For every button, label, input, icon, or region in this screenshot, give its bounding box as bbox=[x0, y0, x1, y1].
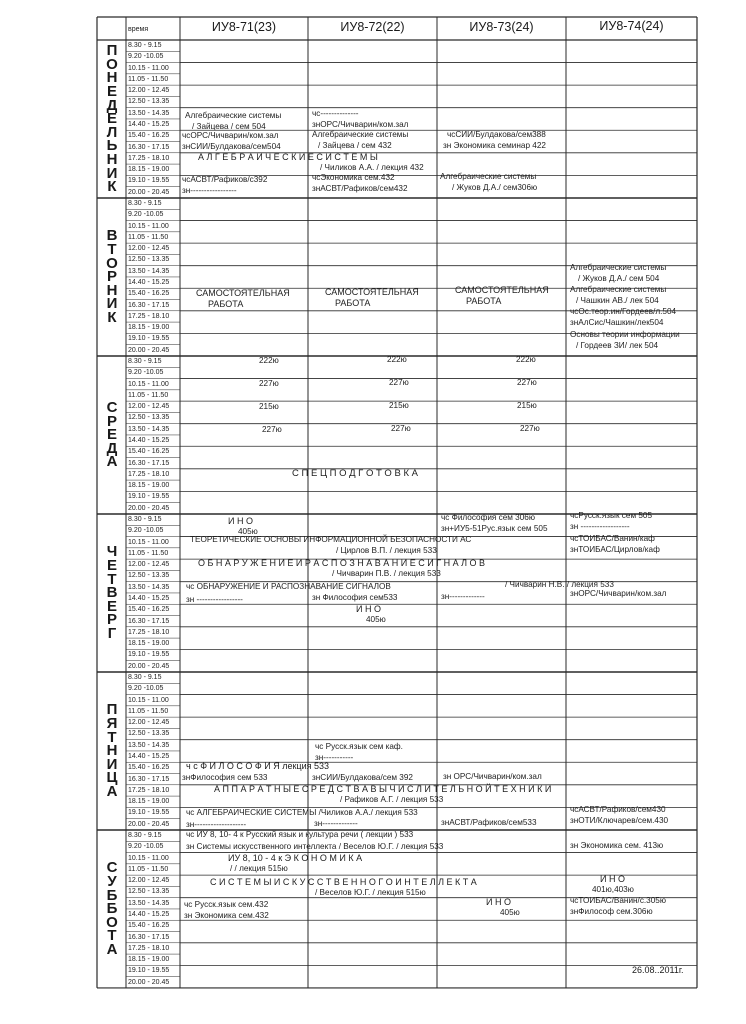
tue-74-algebra-lec-2: / Чашкин АВ./ лек 504 bbox=[576, 296, 659, 305]
time-slot-label: 14.40 - 15.25 bbox=[128, 752, 170, 760]
sat-ai-lecture-alt: зн Системы искусственного интеллекта / Веселов Ю.Г. / лекция 533 bbox=[186, 842, 444, 851]
day-letter: Г bbox=[107, 624, 117, 642]
day-letter: Р bbox=[106, 412, 117, 430]
wed-73-room-3: 215ю bbox=[517, 401, 537, 410]
mon-71-ors: чсОРС/Чичварин/ком.зал bbox=[182, 131, 279, 140]
day-letter: Н bbox=[106, 281, 118, 299]
time-slot-label: 12.50 - 13.35 bbox=[128, 98, 170, 106]
day-letter: Л bbox=[106, 123, 118, 141]
mon-73-sii: чсСИИ/Булдакова/сем388 bbox=[447, 130, 546, 139]
time-slot-label: 12.50 - 13.35 bbox=[128, 572, 170, 580]
mon-73-econ: зн Экономика семинар 422 bbox=[443, 141, 546, 150]
time-slot-label: 18.15 - 19.00 bbox=[128, 798, 170, 806]
day-letter: Н bbox=[106, 150, 118, 168]
tue-71-self-study-2: РАБОТА bbox=[208, 299, 244, 309]
time-slot-label: 18.15 - 19.00 bbox=[128, 324, 170, 332]
time-slot-label: 17.25 - 18.10 bbox=[128, 944, 170, 952]
wed-71-room-1: 222ю bbox=[259, 356, 279, 365]
time-slot-label: 17.25 - 18.10 bbox=[128, 154, 170, 162]
mon-72-econ: чсЭкономика сем.432 bbox=[312, 173, 395, 182]
tue-74-ot-info: чсОс.теор.ин/Гордеев/л.504 bbox=[570, 307, 677, 316]
day-letter: Б bbox=[106, 900, 118, 918]
day-letter: О bbox=[106, 254, 118, 272]
day-letter: Т bbox=[107, 570, 117, 588]
day-letter: Т bbox=[107, 240, 117, 258]
time-slot-label: 11.05 - 11.50 bbox=[128, 549, 169, 557]
time-slot-label: 16.30 - 17.15 bbox=[128, 617, 170, 625]
day-letter: П bbox=[106, 42, 118, 60]
day-letter: Т bbox=[107, 728, 117, 746]
mon-72-alt-2: знОРС/Чичварин/ком.зал bbox=[312, 120, 409, 129]
group-header-2: ИУ8-72(22) bbox=[340, 20, 405, 34]
time-slot-label: 14.40 - 15.25 bbox=[128, 910, 170, 918]
day-letter: Ч bbox=[106, 543, 118, 561]
time-slot-label: 16.30 - 17.15 bbox=[128, 301, 170, 309]
time-slot-label: 20.00 - 20.45 bbox=[128, 188, 170, 196]
tue-74-algebra-lec-1: Алгебраические системы bbox=[570, 285, 667, 294]
sat-74-toibas: чсТОИБАС/Ванин/с.305ю bbox=[570, 896, 666, 905]
wed-72-room-3: 215ю bbox=[389, 401, 409, 410]
time-slot-label: 12.00 - 12.45 bbox=[128, 403, 170, 411]
time-slot-label: 20.00 - 20.45 bbox=[128, 662, 170, 670]
time-slot-label: 8.30 - 9.15 bbox=[128, 42, 162, 49]
day-letter: Е bbox=[106, 110, 117, 128]
thu-73-russian: зн+ИУ5-51Рус.язык сем 505 bbox=[441, 524, 548, 533]
tue-73-self-study-1: САМОСТОЯТЕЛЬНАЯ bbox=[455, 285, 549, 295]
day-letter: И bbox=[106, 755, 118, 773]
time-slot-label: 16.30 - 17.15 bbox=[128, 143, 170, 151]
day-label-1 bbox=[102, 44, 122, 194]
fri-73-asvt: знАСВТ/Рафиков/сем533 bbox=[441, 818, 537, 827]
sat-russian-lecture: чс ИУ 8, 10- 4 к Русский язык и культура речи ( лекции ) 533 bbox=[186, 830, 414, 839]
wed-72-room-4: 227ю bbox=[391, 424, 411, 433]
time-slot-label: 15.40 - 16.25 bbox=[128, 764, 170, 772]
day-letter: Д bbox=[106, 439, 118, 457]
day-letter: К bbox=[107, 178, 117, 196]
time-column-header: время bbox=[128, 26, 149, 33]
thu-71-empty: зн ----------------- bbox=[186, 595, 243, 604]
tue-74-info-theory-2: / Гордеев ЗИ/ лек 504 bbox=[576, 341, 659, 350]
thu-74-ors: знОРС/Чичварин/ком.зал bbox=[570, 589, 667, 598]
time-slot-label: 13.50 - 14.35 bbox=[128, 583, 170, 591]
day-letter: И bbox=[106, 164, 118, 182]
time-slot-label: 9.20 -10.05 bbox=[128, 685, 164, 693]
time-slot-label: 12.00 - 12.45 bbox=[128, 877, 170, 885]
tue-72-self-study-2: РАБОТА bbox=[335, 298, 371, 308]
time-slot-label: 13.50 - 14.35 bbox=[128, 109, 170, 117]
time-slot-label: 13.50 - 14.35 bbox=[128, 899, 170, 907]
time-slot-label: 14.40 - 15.25 bbox=[128, 120, 170, 128]
sat-74-ino-2: 401ю,403ю bbox=[592, 885, 634, 894]
fri-apparatus-info: / Рафиков А.Г. / лекция 533 bbox=[340, 795, 444, 804]
day-letter: О bbox=[106, 55, 118, 73]
time-slot-label: 20.00 - 20.45 bbox=[128, 504, 170, 512]
day-letter: Т bbox=[107, 927, 117, 945]
day-letter: В bbox=[106, 227, 118, 245]
tue-72-self-study-1: САМОСТОЯТЕЛЬНАЯ bbox=[325, 287, 419, 297]
time-slot-label: 19.10 - 19.55 bbox=[128, 335, 170, 343]
time-slot-label: 17.25 - 18.10 bbox=[128, 312, 170, 320]
thu-72-philosophy: зн Философия сем533 bbox=[312, 593, 398, 602]
time-slot-label: 17.25 - 18.10 bbox=[128, 786, 170, 794]
mon-73-algebra-1: Алгебраические системы bbox=[440, 172, 537, 181]
wed-71-room-3: 215ю bbox=[259, 402, 279, 411]
time-slot-label: 8.30 - 9.15 bbox=[128, 674, 162, 681]
sat-74-econ: зн Экономика сем. 413ю bbox=[570, 841, 664, 850]
mon-73-algebra-2: / Жуков Д.А./ сем306ю bbox=[452, 183, 538, 192]
tue-74-algebra-1: Алгебраические системы bbox=[570, 263, 667, 272]
fri-philosophy-lecture: ч с Ф И Л О С О Ф И Я лекция 533 bbox=[186, 761, 329, 771]
fri-72-sii: знСИИ/Булдакова/сем 392 bbox=[312, 773, 413, 782]
time-slot-label: 10.15 - 11.00 bbox=[128, 854, 169, 862]
day-letter: Ц bbox=[106, 769, 118, 787]
day-letter: Р bbox=[106, 611, 117, 629]
day-letter: Ь bbox=[106, 137, 118, 155]
wed-71-room-4: 227ю bbox=[262, 425, 282, 434]
thu-71-ino-2: 405ю bbox=[238, 527, 258, 536]
mon-71-sii: знСИИ/Булдакова/сем504 bbox=[182, 142, 281, 151]
time-slot-label: 13.50 - 14.35 bbox=[128, 425, 170, 433]
thu-signals-alt-info: / Чичварин Н.В. / лекция 533 bbox=[505, 580, 614, 589]
thu-74-toibas-2: знТОИБАС/Цирлов/каф bbox=[570, 545, 660, 554]
day-letter: Е bbox=[106, 556, 117, 574]
time-slot-label: 12.00 - 12.45 bbox=[128, 561, 170, 569]
day-letter: П bbox=[106, 701, 118, 719]
time-slot-label: 12.00 - 12.45 bbox=[128, 87, 170, 95]
thu-signals-info: / Чичварин П.В. / лекция 533 bbox=[332, 569, 441, 578]
mon-algebra-lecture-title: А Л Г Е Б Р А И Ч Е С К И Е С И С Т Е М Ы bbox=[198, 152, 378, 162]
fri-71-philosophy: знФилософия сем 533 bbox=[182, 773, 268, 782]
day-letter: Н bbox=[106, 742, 118, 760]
time-slot-label: 12.00 - 12.45 bbox=[128, 245, 170, 253]
time-slot-label: 14.40 - 15.25 bbox=[128, 594, 170, 602]
tue-74-algebra-2: / Жуков Д.А./ сем 504 bbox=[578, 274, 660, 283]
thu-74-empty: зн ------------------ bbox=[570, 522, 630, 531]
day-letter: Р bbox=[106, 268, 117, 286]
time-slot-label: 13.50 - 14.35 bbox=[128, 741, 170, 749]
day-letter: О bbox=[106, 913, 118, 931]
thu-74-russian: чсРусск.язык сем 505 bbox=[570, 511, 653, 520]
wed-72-room-1: 222ю bbox=[387, 355, 407, 364]
time-slot-label: 11.05 - 11.50 bbox=[128, 391, 169, 399]
thu-73-empty: зн------------- bbox=[441, 592, 485, 601]
time-slot-label: 17.25 - 18.10 bbox=[128, 628, 170, 636]
time-slot-label: 8.30 - 9.15 bbox=[128, 832, 162, 839]
day-letter: К bbox=[107, 308, 117, 326]
wed-72-room-2: 227ю bbox=[389, 378, 409, 387]
thu-toib-title: ТЕОРЕТИЧЕСКИЕ ОСНОВЫ ИНФОРМАЦИОННОЙ БЕЗОПАСНОСТИ АС bbox=[190, 535, 472, 544]
fri-72-empty: зн----------- bbox=[315, 753, 354, 762]
day-label-4 bbox=[102, 545, 122, 640]
day-letter: С bbox=[106, 859, 118, 877]
tue-74-info-theory-1: Основы теории информации bbox=[570, 330, 680, 339]
group-header-4: ИУ8-74(24) bbox=[599, 19, 664, 33]
tue-73-self-study-2: РАБОТА bbox=[466, 296, 502, 306]
time-slot-label: 19.10 - 19.55 bbox=[128, 177, 170, 185]
thu-71-ino-1: И Н О bbox=[228, 516, 253, 526]
time-slot-label: 20.00 - 20.45 bbox=[128, 346, 170, 354]
day-letter: А bbox=[106, 453, 118, 471]
day-label-5 bbox=[102, 703, 122, 798]
time-slot-label: 16.30 - 17.15 bbox=[128, 933, 170, 941]
fri-74-asvt: чсАСВТ/Рафиков/сем430 bbox=[570, 805, 666, 814]
time-slot-label: 15.40 - 16.25 bbox=[128, 290, 170, 298]
time-slot-label: 11.05 - 11.50 bbox=[128, 75, 169, 83]
time-slot-label: 8.30 - 9.15 bbox=[128, 200, 162, 207]
thu-toib-info: / Цирлов В.П. / лекция 533 bbox=[336, 546, 437, 555]
thu-74-toibas-1: чсТОИБАС/Ванин/каф bbox=[570, 534, 655, 543]
day-letter: С bbox=[106, 399, 118, 416]
sat-ai-info: / Веселов Ю.Г. / лекция 515ю bbox=[315, 888, 426, 897]
day-letter: Д bbox=[106, 96, 118, 114]
time-slot-label: 10.15 - 11.00 bbox=[128, 538, 169, 546]
fri-71-empty: зн------------------- bbox=[186, 820, 247, 829]
time-slot-label: 17.25 - 18.10 bbox=[128, 470, 170, 478]
time-slot-label: 12.50 - 13.35 bbox=[128, 730, 170, 738]
time-slot-label: 11.05 - 11.50 bbox=[128, 707, 169, 715]
group-header-3: ИУ8-73(24) bbox=[469, 20, 534, 34]
wed-special-training: С П Е Ц П О Д Г О Т О В К А bbox=[292, 468, 418, 479]
mon-71-empty: зн----------------- bbox=[182, 186, 237, 195]
mon-72-algebra-2: / Зайцева / сем 432 bbox=[318, 141, 392, 150]
wed-71-room-2: 227ю bbox=[259, 379, 279, 388]
time-slot-label: 20.00 - 20.45 bbox=[128, 820, 170, 828]
sat-economics-info: / / лекция 515ю bbox=[230, 864, 288, 873]
sat-73-ino-2: 405ю bbox=[500, 908, 520, 917]
time-slot-label: 16.30 - 17.15 bbox=[128, 459, 170, 467]
fri-74-oti: знОТИ/Ключарев/сем.430 bbox=[570, 816, 669, 825]
time-slot-label: 9.20 -10.05 bbox=[128, 527, 164, 535]
time-slot-label: 12.50 - 13.35 bbox=[128, 414, 170, 422]
sat-71-econ: зн Экономика сем.432 bbox=[184, 911, 269, 920]
sat-ai-title: С И С Т Е М Ы И С К У С С Т В Е Н Н О Г О И Н Т Е Л Л Е К Т А bbox=[210, 877, 477, 887]
fri-apparatus-title: А П П А Р А Т Н Ы Е С Р Е Д С Т В А В Ы Ч И С Л И Т Е Л Ь Н О Й Т Е Х Н И К И bbox=[214, 784, 552, 794]
fri-73-ors: зн ОРС/Чичварин/ком.зал bbox=[443, 772, 542, 781]
time-slot-label: 19.10 - 19.55 bbox=[128, 967, 170, 975]
sat-economics-title: ИУ 8, 10 - 4 к Э К О Н О М И К А bbox=[228, 853, 363, 863]
time-slot-label: 19.10 - 19.55 bbox=[128, 809, 170, 817]
time-slot-label: 19.10 - 19.55 bbox=[128, 493, 170, 501]
wed-73-room-1: 222ю bbox=[516, 355, 536, 364]
time-slot-label: 19.10 - 19.55 bbox=[128, 651, 170, 659]
day-letter: Е bbox=[106, 597, 117, 615]
tue-71-self-study-1: САМОСТОЯТЕЛЬНАЯ bbox=[196, 288, 290, 298]
day-letter: Н bbox=[106, 69, 118, 87]
time-slot-label: 14.40 - 15.25 bbox=[128, 436, 170, 444]
time-slot-label: 9.20 -10.05 bbox=[128, 53, 164, 61]
day-label-2 bbox=[102, 229, 122, 324]
time-slot-label: 15.40 - 16.25 bbox=[128, 132, 170, 140]
time-slot-label: 11.05 - 11.50 bbox=[128, 865, 169, 873]
day-label-6 bbox=[102, 861, 122, 956]
day-letter: А bbox=[106, 782, 118, 800]
tue-74-alsis: знАлСис/Чашкин/лек504 bbox=[570, 318, 664, 327]
time-slot-label: 10.15 - 11.00 bbox=[128, 380, 169, 388]
time-slot-label: 8.30 - 9.15 bbox=[128, 516, 162, 523]
time-slot-label: 16.30 - 17.15 bbox=[128, 775, 170, 783]
wed-73-room-4: 227ю bbox=[520, 424, 540, 433]
thu-signals-alt-title: чс ОБНАРУЖЕНИЕ И РАСПОЗНАВАНИЕ СИГНАЛОВ bbox=[186, 582, 391, 591]
day-letter: Б bbox=[106, 886, 118, 904]
sat-71-russian: чс Русск.язык сем.432 bbox=[184, 900, 269, 909]
day-letter: И bbox=[106, 295, 118, 313]
time-slot-label: 9.20 -10.05 bbox=[128, 369, 164, 377]
sat-74-philosophy: знФилософ сем.306ю bbox=[570, 907, 653, 916]
mon-71-algebra-1: Алгебраические системы bbox=[185, 111, 282, 120]
group-header-1: ИУ8-71(23) bbox=[211, 20, 277, 34]
thu-signals-title: О Б Н А Р У Ж Е Н И Е И Р А С П О З Н А В А Н И Е С И Г Н А Л О В bbox=[198, 558, 486, 568]
time-slot-label: 11.05 - 11.50 bbox=[128, 233, 169, 241]
day-letter: В bbox=[106, 584, 118, 602]
time-slot-label: 15.40 - 16.25 bbox=[128, 448, 170, 456]
fri-72-empty: зн------------- bbox=[314, 819, 358, 828]
time-slot-label: 13.50 - 14.35 bbox=[128, 267, 170, 275]
thu-73-philosophy: чс Философия сем 306ю bbox=[441, 513, 535, 522]
mon-72-asvt: знАСВТ/Рафиков/сем432 bbox=[312, 184, 408, 193]
day-letter: Я bbox=[106, 714, 118, 732]
time-slot-label: 10.15 - 11.00 bbox=[128, 696, 169, 704]
mon-71-asvt: чсАСВТ/Рафиков/с392 bbox=[182, 175, 268, 184]
mon-72-algebra-1: Алгебраические системы bbox=[312, 130, 409, 139]
day-letter: У bbox=[107, 872, 117, 890]
time-slot-label: 12.00 - 12.45 bbox=[128, 719, 170, 727]
time-slot-label: 12.50 - 13.35 bbox=[128, 888, 170, 896]
time-slot-label: 18.15 - 19.00 bbox=[128, 640, 170, 648]
time-slot-label: 12.50 - 13.35 bbox=[128, 256, 170, 264]
day-letter: Е bbox=[106, 426, 117, 444]
day-letter: А bbox=[106, 940, 118, 958]
time-slot-label: 18.15 - 19.00 bbox=[128, 956, 170, 964]
mon-72-alt-1: чс-------------- bbox=[312, 109, 359, 118]
thu-72-ino-2: 405ю bbox=[366, 615, 386, 624]
time-slot-label: 8.30 - 9.15 bbox=[128, 358, 162, 365]
time-slot-label: 15.40 - 16.25 bbox=[128, 606, 170, 614]
time-slot-label: 20.00 - 20.45 bbox=[128, 978, 170, 986]
sat-73-ino-1: И Н О bbox=[486, 897, 511, 907]
time-slot-label: 18.15 - 19.00 bbox=[128, 482, 170, 490]
time-slot-label: 9.20 -10.05 bbox=[128, 843, 164, 851]
time-slot-label: 10.15 - 11.00 bbox=[128, 64, 169, 72]
time-slot-label: 18.15 - 19.00 bbox=[128, 166, 170, 174]
thu-72-ino-1: И Н О bbox=[356, 604, 381, 614]
time-slot-label: 15.40 - 16.25 bbox=[128, 922, 170, 930]
time-slot-label: 14.40 - 15.25 bbox=[128, 278, 170, 286]
wed-73-room-2: 227ю bbox=[517, 378, 537, 387]
mon-algebra-lecture-info: / Чиликов А.А. / лекция 432 bbox=[320, 163, 424, 172]
document-date: 26.08..2011г. bbox=[632, 965, 684, 975]
fri-algebra-lecture: чс АЛГЕБРАИЧЕСКИЕ СИСТЕМЫ /Чиликов А.А./ лекция 533 bbox=[186, 808, 418, 817]
fri-72-russian: чс Русск.язык сем каф. bbox=[315, 742, 403, 751]
time-slot-label: 10.15 - 11.00 bbox=[128, 222, 169, 230]
sat-74-ino-1: И Н О bbox=[600, 874, 625, 884]
mon-71-algebra-2: / Зайцева / сем 504 bbox=[192, 122, 266, 131]
time-slot-label: 9.20 -10.05 bbox=[128, 211, 164, 219]
day-letter: Е bbox=[106, 82, 117, 100]
day-label-3 bbox=[102, 401, 122, 469]
